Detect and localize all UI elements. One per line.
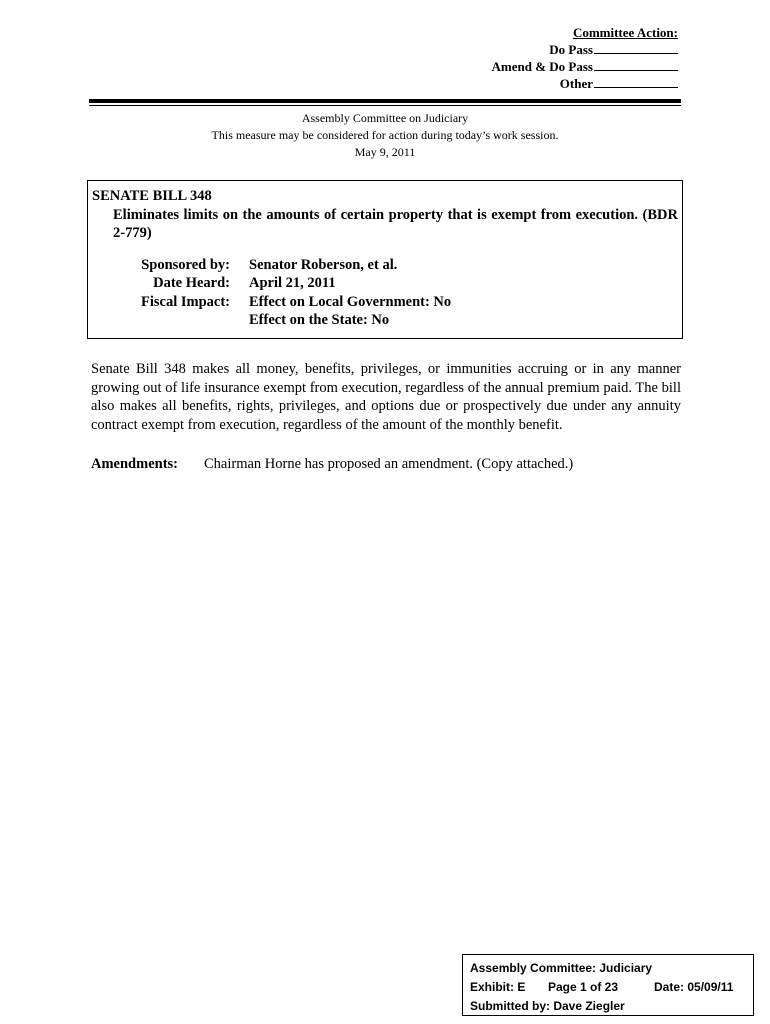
exhibit-id: Exhibit: E (470, 980, 526, 994)
fiscal-state: Effect on the State: No (249, 312, 390, 328)
action-blank-line (594, 41, 678, 54)
action-row-amend-do-pass (492, 58, 678, 75)
action-blank-line (594, 58, 678, 71)
work-session-notice: This measure may be considered for action during today’s work session. (211, 128, 559, 142)
header-divider-thick (89, 99, 681, 103)
committee-action-title: Committee Action: (572, 25, 678, 40)
sponsored-row (92, 256, 451, 275)
committee-header (0, 110, 770, 161)
fiscal-state-row (92, 311, 451, 330)
header-divider-thin (89, 105, 681, 106)
exhibit-page: Page 1 of 23 (548, 980, 619, 994)
exhibit-info-row (470, 978, 746, 997)
exhibit-submitted: Submitted by: Dave Ziegler (470, 999, 625, 1013)
bill-summary-box (87, 180, 683, 339)
sponsored-value: Senator Roberson, et al. (249, 256, 398, 273)
committee-name: Assembly Committee on Judiciary (301, 111, 469, 125)
fiscal-row (92, 293, 451, 312)
heard-label: Date Heard: (153, 275, 230, 291)
sponsored-label: Sponsored by: (141, 256, 230, 273)
action-blank-line (594, 75, 678, 88)
exhibit-committee: Assembly Committee: Judiciary (470, 961, 653, 975)
bill-description: Eliminates limits on the amounts of certain property that is exempt from execution. (BDR 2-779) (113, 206, 678, 241)
exhibit-date: Date: 05/09/11 (654, 980, 734, 994)
action-label-do-pass: Do Pass (549, 42, 593, 57)
action-label-other: Other (559, 76, 593, 91)
amendments-text: Chairman Horne has proposed an amendment. (Copy attached.) (204, 456, 574, 472)
amendments-label: Amendments: (91, 456, 178, 472)
bill-number: SENATE BILL 348 (92, 188, 212, 204)
fiscal-local: Effect on Local Government: No (249, 293, 452, 310)
committee-action-block (492, 24, 678, 92)
action-label-amend-do-pass: Amend & Do Pass (491, 59, 593, 74)
exhibit-stamp (462, 954, 754, 1016)
meeting-date: May 9, 2011 (354, 145, 416, 159)
heard-row (92, 274, 451, 293)
bill-summary-paragraph: Senate Bill 348 makes all money, benefits, privileges, or immunities accruing or in any manner growing out of life insurance exempt from execution, regardless of the annual premium paid. The bill also makes all benefits, rights, privileges, and options due or prospectively due under any annuity contract exempt from execution, regardless of the amount of the monthly benefit. (91, 361, 681, 433)
fiscal-label-spacer (92, 311, 249, 330)
fiscal-label: Fiscal Impact: (141, 293, 230, 310)
action-row-other (492, 75, 678, 92)
action-row-do-pass (492, 41, 678, 58)
heard-value: April 21, 2011 (249, 275, 336, 291)
amendments-row (91, 455, 573, 474)
bill-meta-table (92, 256, 451, 330)
